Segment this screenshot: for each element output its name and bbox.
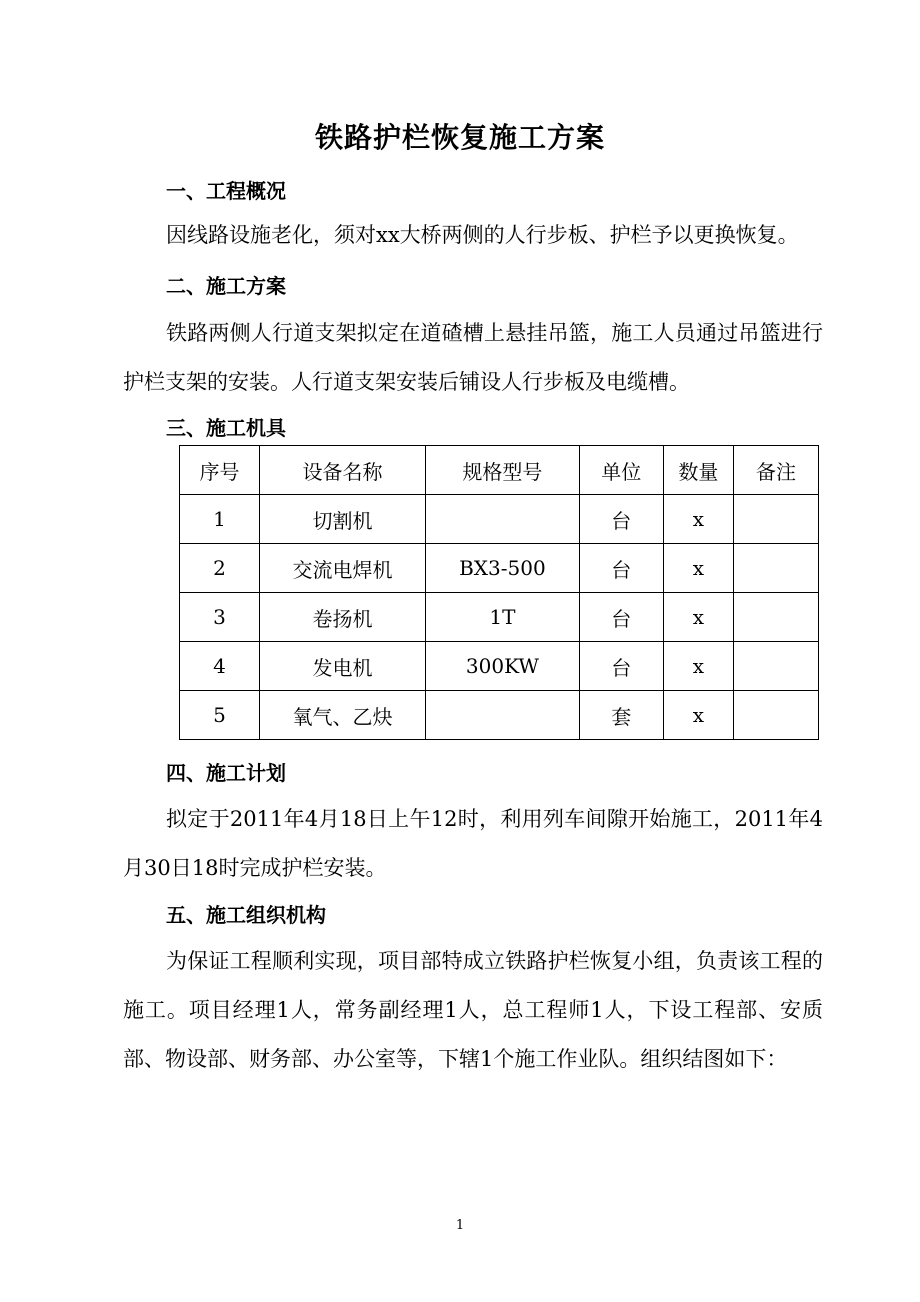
table-cell: 2 — [180, 544, 260, 593]
table-row — [180, 544, 819, 593]
table-cell: 交流电焊机 — [260, 544, 426, 593]
table-row — [180, 691, 819, 740]
table-cell: 台 — [579, 544, 663, 593]
section-paragraph-overview: 因线路设施老化，须对xx大桥两侧的人行步板、护栏予以更换恢复。 — [166, 223, 799, 247]
table-cell — [426, 495, 580, 544]
table-cell: 4 — [180, 642, 260, 691]
table-header-cell: 备注 — [733, 446, 818, 495]
table-cell: 1T — [426, 593, 580, 642]
table-cell: x — [663, 593, 733, 642]
table-row — [180, 593, 819, 642]
table-cell: 台 — [579, 593, 663, 642]
table-cell — [733, 544, 818, 593]
section-heading-equipment: 三、施工机具 — [166, 416, 286, 440]
table-cell: x — [663, 691, 733, 740]
table-header-cell: 数量 — [663, 446, 733, 495]
table-cell: 台 — [579, 642, 663, 691]
table-cell: x — [663, 495, 733, 544]
table-row — [180, 495, 819, 544]
table-cell: 发电机 — [260, 642, 426, 691]
table-cell — [733, 495, 818, 544]
section-heading-overview: 一、工程概况 — [166, 179, 286, 203]
table-cell: x — [663, 544, 733, 593]
section-heading-plan: 二、施工方案 — [166, 274, 286, 298]
table-cell: 卷扬机 — [260, 593, 426, 642]
table-cell — [733, 642, 818, 691]
table-header-row — [180, 446, 819, 495]
table-cell: 切割机 — [260, 495, 426, 544]
section-heading-organization: 五、施工组织机构 — [166, 903, 326, 927]
table-cell: 氧气、乙炔 — [260, 691, 426, 740]
table-cell: x — [663, 642, 733, 691]
table-cell: 300KW — [426, 642, 580, 691]
table-cell: 1 — [180, 495, 260, 544]
table-header-cell: 单位 — [579, 446, 663, 495]
table-cell: 台 — [579, 495, 663, 544]
section-paragraph-plan: 铁路两侧人行道支架拟定在道碴槽上悬挂吊篮，施工人员通过吊篮进行护栏支架的安装。人行道支架安装后铺设人行步板及电缆槽。 — [123, 321, 823, 394]
table-cell — [733, 593, 818, 642]
section-heading-schedule: 四、施工计划 — [166, 761, 286, 785]
section-paragraph-organization: 为保证工程顺利实现，项目部特成立铁路护栏恢复小组，负责该工程的施工。项目经理1人，常务副经理1人，总工程师1人，下设工程部、安质部、物设部、财务部、办公室等，下辖1个施工作业队。组织结图如下： — [123, 949, 823, 1071]
table-cell — [733, 691, 818, 740]
table-row — [180, 642, 819, 691]
table-header-cell: 序号 — [180, 446, 260, 495]
table-header-cell: 规格型号 — [426, 446, 580, 495]
document-title: 铁路护栏恢复施工方案 — [314, 121, 605, 154]
table-cell: 3 — [180, 593, 260, 642]
table-cell: 5 — [180, 691, 260, 740]
table-header-cell: 设备名称 — [260, 446, 426, 495]
table-cell — [426, 691, 580, 740]
table-cell: BX3-500 — [426, 544, 580, 593]
page-number: 1 — [455, 1218, 465, 1233]
table-cell: 套 — [579, 691, 663, 740]
equipment-table — [179, 445, 819, 740]
section-paragraph-schedule: 拟定于2011年4月18日上午12时，利用列车间隙开始施工，2011年4月30日18时完成护栏安装。 — [123, 807, 823, 880]
